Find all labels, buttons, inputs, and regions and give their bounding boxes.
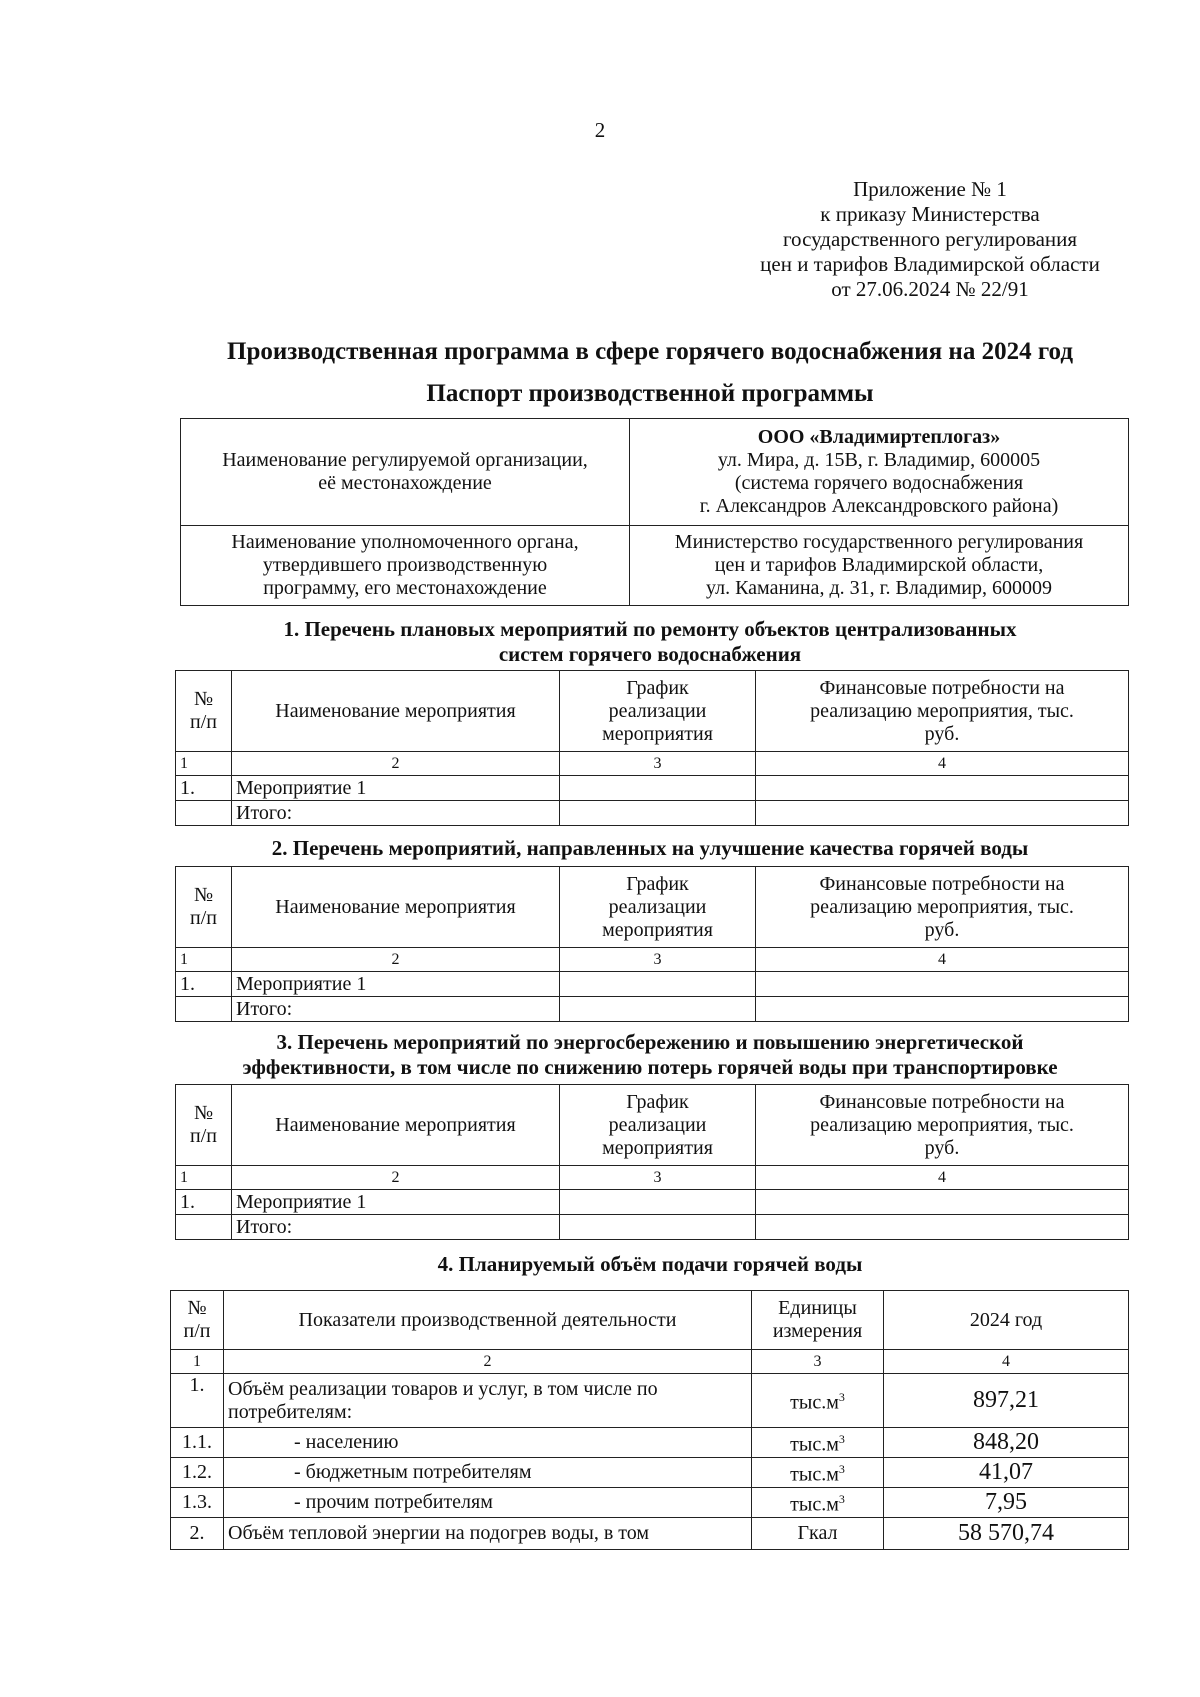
section-4-title	[170, 1252, 1130, 1277]
table-row	[171, 1458, 1129, 1488]
header-year: 2024 год	[884, 1291, 1129, 1350]
index-cell: 4	[756, 752, 1129, 776]
row-finance	[756, 1190, 1129, 1215]
authority-line: ул. Каманина, д. 31, г. Владимир, 600009	[706, 577, 1052, 599]
section-title-line: 3. Перечень мероприятий по энергосбережению и повышению энергетической	[276, 1030, 1024, 1054]
passport-table	[180, 418, 1129, 606]
section-title-line: 4. Планируемый объём подачи горячей воды	[437, 1252, 863, 1276]
appendix-line: Приложение № 1	[853, 177, 1007, 201]
row-total-label: Итого:	[232, 1215, 560, 1240]
table-index-row	[176, 948, 1129, 972]
passport-label: программу, его местонахождение	[263, 577, 547, 599]
index-cell: 2	[232, 948, 560, 972]
row-indicator: Объём реализации товаров и услуг, в том числе по потребителям:	[224, 1374, 752, 1428]
appendix-block	[700, 177, 1160, 302]
table-row	[171, 1374, 1129, 1428]
table-header-row	[176, 671, 1129, 752]
row-value: 7,95	[884, 1488, 1129, 1518]
row-value: 897,21	[884, 1374, 1129, 1428]
table-index-row	[171, 1350, 1129, 1374]
passport-label: Наименование уполномоченного органа,	[231, 531, 579, 553]
header-finance: Финансовые потребности на реализацию мероприятия, тыс. руб.	[756, 867, 1129, 948]
row-schedule	[560, 972, 756, 997]
index-cell: 2	[232, 1166, 560, 1190]
section-3-table	[175, 1084, 1129, 1240]
passport-label: Наименование регулируемой организации,	[222, 449, 588, 471]
row-num: 1.1.	[171, 1428, 224, 1458]
row-unit: $тыс.м^3$	[752, 1374, 884, 1428]
row-value: 41,07	[884, 1458, 1129, 1488]
row-num	[176, 1215, 232, 1240]
section-2-title	[170, 836, 1130, 861]
section-title-line: 2. Перечень мероприятий, направленных на улучшение качества горячей воды	[271, 836, 1029, 860]
section-title-line: 1. Перечень плановых мероприятий по ремонту объектов централизованных	[283, 617, 1017, 641]
row-num: 1.2.	[171, 1458, 224, 1488]
table-header-row	[176, 867, 1129, 948]
row-finance	[756, 1215, 1129, 1240]
header-num: № п/п	[176, 867, 232, 948]
row-finance	[756, 997, 1129, 1022]
header-schedule: График реализации мероприятия	[560, 671, 756, 752]
section-1-table	[175, 670, 1129, 826]
passport-value-cell	[630, 419, 1129, 526]
passport-label: её местонахождение	[318, 472, 492, 494]
index-cell: 3	[560, 752, 756, 776]
table-header-row	[176, 1085, 1129, 1166]
row-finance	[756, 972, 1129, 997]
document-title: Производственная программа в сфере горячего водоснабжения на 2024 год	[227, 338, 1073, 365]
index-cell: 4	[884, 1350, 1129, 1374]
organization-address: ул. Мира, д. 15В, г. Владимир, 600005	[717, 449, 1041, 471]
row-value: 848,20	[884, 1428, 1129, 1458]
organization-name: ООО «Владимиртеплогаз»	[757, 426, 1001, 448]
authority-line: цен и тарифов Владимирской области,	[714, 554, 1044, 576]
document-subtitle: Паспорт производственной программы	[426, 380, 874, 407]
passport-row	[181, 526, 1129, 606]
header-name: Наименование мероприятия	[232, 671, 560, 752]
table-index-row	[176, 752, 1129, 776]
row-indicator: - населению	[224, 1428, 752, 1458]
organization-system: г. Александров Александровского района)	[699, 495, 1059, 517]
header-schedule: График реализации мероприятия	[560, 867, 756, 948]
header-schedule: График реализации мероприятия	[560, 1085, 756, 1166]
table-total-row	[176, 997, 1129, 1022]
section-3-title	[170, 1030, 1130, 1080]
header-indicator: Показатели производственной деятельности	[224, 1291, 752, 1350]
table-row	[176, 972, 1129, 997]
table-total-row	[176, 1215, 1129, 1240]
index-cell: 1	[171, 1350, 224, 1374]
header-num: № п/п	[171, 1291, 224, 1350]
passport-label: утвердившего производственную	[262, 554, 548, 576]
row-schedule	[560, 997, 756, 1022]
passport-label-cell	[181, 526, 630, 606]
page-number: 2	[594, 118, 606, 142]
row-num: 1.	[176, 1190, 232, 1215]
row-num: 2.	[171, 1518, 224, 1550]
appendix-line: к приказу Министерства	[820, 202, 1040, 226]
section-2-table	[175, 866, 1129, 1022]
passport-value-cell	[630, 526, 1129, 606]
passport-label-cell	[181, 419, 630, 526]
row-total-label: Итого:	[232, 801, 560, 826]
row-finance	[756, 776, 1129, 801]
header-unit: Единицы измерения	[752, 1291, 884, 1350]
row-event: Мероприятие 1	[232, 1190, 560, 1215]
section-4-table	[170, 1290, 1129, 1550]
header-finance: Финансовые потребности на реализацию мероприятия, тыс. руб.	[756, 671, 1129, 752]
table-row	[171, 1518, 1129, 1550]
section-1-title	[170, 617, 1130, 667]
table-header-row	[171, 1291, 1129, 1350]
row-schedule	[560, 1190, 756, 1215]
row-unit: $тыс.м^3$	[752, 1428, 884, 1458]
row-value: 58 570,74	[884, 1518, 1129, 1550]
table-row	[176, 1190, 1129, 1215]
passport-row	[181, 419, 1129, 526]
index-cell: 2	[232, 752, 560, 776]
table-index-row	[176, 1166, 1129, 1190]
row-schedule	[560, 1215, 756, 1240]
index-cell: 3	[752, 1350, 884, 1374]
appendix-line: цен и тарифов Владимирской области	[760, 252, 1100, 276]
row-event: Мероприятие 1	[232, 776, 560, 801]
authority-line: Министерство государственного регулирования	[674, 531, 1084, 553]
section-title-line: эффективности, в том числе по снижению потерь горячей воды при транспортировке	[242, 1055, 1058, 1079]
index-cell: 2	[224, 1350, 752, 1374]
row-unit: $тыс.м^3$	[752, 1458, 884, 1488]
row-indicator: - бюджетным потребителям	[224, 1458, 752, 1488]
row-num	[176, 801, 232, 826]
row-event: Мероприятие 1	[232, 972, 560, 997]
index-cell: 3	[560, 948, 756, 972]
row-unit: $тыс.м^3$	[752, 1488, 884, 1518]
index-cell: 1	[176, 752, 232, 776]
appendix-line: от 27.06.2024 № 22/91	[831, 277, 1029, 301]
row-indicator: - прочим потребителям	[224, 1488, 752, 1518]
row-total-label: Итого:	[232, 997, 560, 1022]
table-row	[171, 1428, 1129, 1458]
row-schedule	[560, 776, 756, 801]
index-cell: 1	[176, 1166, 232, 1190]
table-row	[176, 776, 1129, 801]
row-unit: Гкал	[752, 1518, 884, 1550]
section-title-line: систем горячего водоснабжения	[498, 642, 802, 666]
header-name: Наименование мероприятия	[232, 1085, 560, 1166]
index-cell: 1	[176, 948, 232, 972]
header-name: Наименование мероприятия	[232, 867, 560, 948]
organization-system: (система горячего водоснабжения	[734, 472, 1024, 494]
index-cell: 3	[560, 1166, 756, 1190]
index-cell: 4	[756, 1166, 1129, 1190]
row-finance	[756, 801, 1129, 826]
row-indicator: Объём тепловой энергии на подогрев воды, в том	[224, 1518, 752, 1550]
row-num: 1.	[176, 776, 232, 801]
appendix-line: государственного регулирования	[782, 227, 1078, 251]
row-schedule	[560, 801, 756, 826]
header-finance: Финансовые потребности на реализацию мероприятия, тыс. руб.	[756, 1085, 1129, 1166]
row-num: 1.3.	[171, 1488, 224, 1518]
header-num: № п/п	[176, 671, 232, 752]
header-num: № п/п	[176, 1085, 232, 1166]
index-cell: 4	[756, 948, 1129, 972]
row-num: 1.	[176, 972, 232, 997]
table-total-row	[176, 801, 1129, 826]
table-row	[171, 1488, 1129, 1518]
row-num: 1.	[171, 1374, 224, 1428]
row-num	[176, 997, 232, 1022]
